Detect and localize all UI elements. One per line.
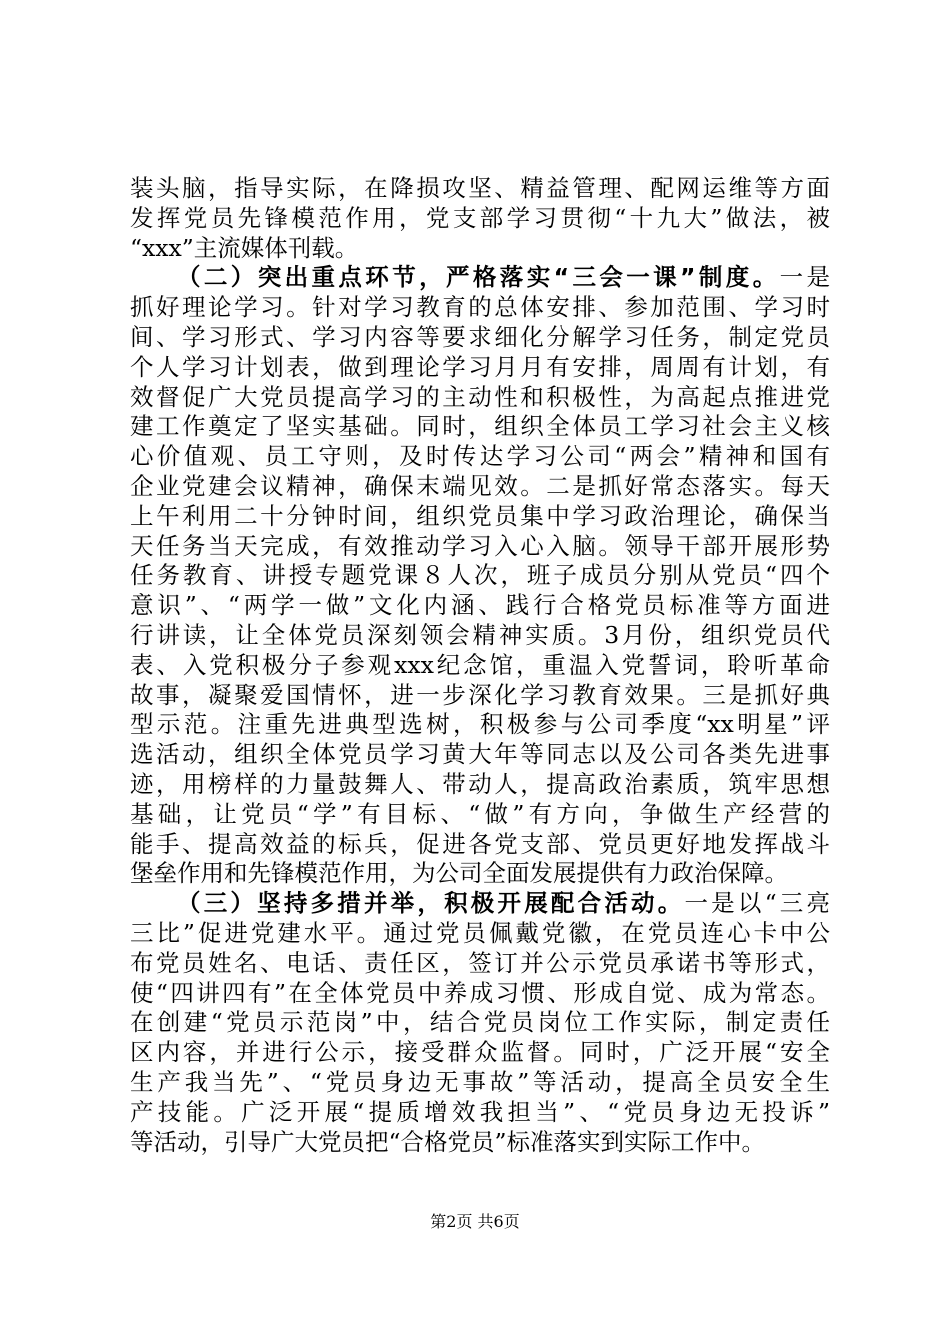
paragraph-2-line: 堡垒作用和先锋模范作用，为公司全面发展提供有力政治保障。 [130, 859, 788, 888]
paragraph-2-line: 效督促广大党员提高学习的主动性和积极性，为高起点推进党 [130, 382, 830, 411]
paragraph-3-line: 生产我当先”、“党员身边无事故”等活动，提高全员安全生 [130, 1067, 830, 1096]
paragraph-2-line: 能手、提高效益的标兵，促进各党支部、党员更好地发挥战斗 [130, 829, 830, 858]
paragraph-2-line: 天任务当天完成，有效推动学习入心入脑。领导干部开展形势 [130, 531, 830, 560]
paragraph-3-line: 使“四讲四有”在全体党员中养成习惯、形成自觉、成为常态。 [130, 978, 830, 1007]
section-2-heading: （二）突出重点环节，严格落实“三会一课”制度。 [177, 263, 780, 292]
page-number-label: 第2页 共6页 [430, 1212, 520, 1231]
paragraph-1-line: 装头脑，指导实际，在降损攻坚、精益管理、配网运维等方面 [130, 174, 830, 202]
paragraph-3-line: 产技能。广泛开展“提质增效我担当”、“党员身边无投诉” [130, 1097, 830, 1126]
paragraph-3-line: 等活动，引导广大党员把“合格党员”标准落实到实际工作中。 [130, 1127, 766, 1156]
paragraph-3-first-line-rest: 一是以“三亮 [684, 889, 831, 918]
paragraph-2-first-line [130, 263, 830, 293]
paragraph-2-line: 迹，用榜样的力量鼓舞人、带动人，提高政治素质，筑牢思想 [130, 769, 830, 798]
paragraph-3-line: 区内容，并进行公示，接受群众监督。同时，广泛开展“安全 [130, 1038, 830, 1067]
paragraph-2-line: 间、学习形式、学习内容等要求细化分解学习任务，制定党员 [130, 322, 830, 351]
paragraph-2-line: 个人学习计划表，做到理论学习月月有安排，周周有计划，有 [130, 352, 830, 381]
paragraph-2-line: 选活动，组织全体党员学习黄大年等同志以及公司各类先进事 [130, 740, 830, 769]
paragraph-3-line: 三比”促进党建水平。通过党员佩戴党徽，在党员连心卡中公 [130, 918, 830, 947]
paragraph-1-line: “xxx”主流媒体刊载。 [130, 233, 359, 262]
paragraph-2-line: 基础，让党员“学”有目标、“做”有方向，争做生产经营的 [130, 799, 830, 828]
paragraph-2-line: 企业党建会议精神，确保末端见效。二是抓好常态落实。每天 [130, 471, 830, 500]
section-3-heading: （三）坚持多措并举，积极开展配合活动。 [177, 889, 685, 918]
paragraph-2-line: 抓好理论学习。针对学习教育的总体安排、参加范围、学习时 [130, 293, 830, 322]
paragraph-2-line: 型示范。注重先进典型选树，积极参与公司季度“xx明星”评 [130, 710, 830, 739]
paragraph-2-line: 行讲读，让全体党员深刻领会精神实质。3月份，组织党员代 [130, 620, 830, 649]
paragraph-2-line: 上午利用二十分钟时间，组织党员集中学习政治理论，确保当 [130, 501, 830, 530]
paragraph-2-line: 建工作奠定了坚实基础。同时，组织全体员工学习社会主义核 [130, 412, 830, 441]
paragraph-1-line: 发挥党员先锋模范作用，党支部学习贯彻“十九大”做法，被 [130, 203, 830, 232]
paragraph-2-line: 心价值观、员工守则，及时传达学习公司“两会”精神和国有 [130, 442, 830, 471]
paragraph-2-line: 故事，凝聚爱国情怀，进一步深化学习教育效果。三是抓好典 [130, 680, 830, 709]
paragraph-3-line: 在创建“党员示范岗”中，结合党员岗位工作实际，制定责任 [130, 1008, 830, 1037]
paragraph-3-first-line [130, 889, 830, 919]
paragraph-2-line: 任务教育、讲授专题党课８人次，班子成员分别从党员“四个 [130, 561, 830, 590]
paragraph-2-line: 表、入党积极分子参观xxx纪念馆，重温入党誓词，聆听革命 [130, 650, 830, 679]
paragraph-3-line: 布党员姓名、电话、责任区，签订并公示党员承诺书等形式， [130, 948, 830, 977]
paragraph-2-first-line-rest: 一是 [779, 263, 831, 292]
page-footer [0, 1212, 950, 1232]
document-body [130, 174, 830, 1157]
paragraph-2-line: 意识”、“两学一做”文化内涵、践行合格党员标准等方面进 [130, 591, 830, 620]
